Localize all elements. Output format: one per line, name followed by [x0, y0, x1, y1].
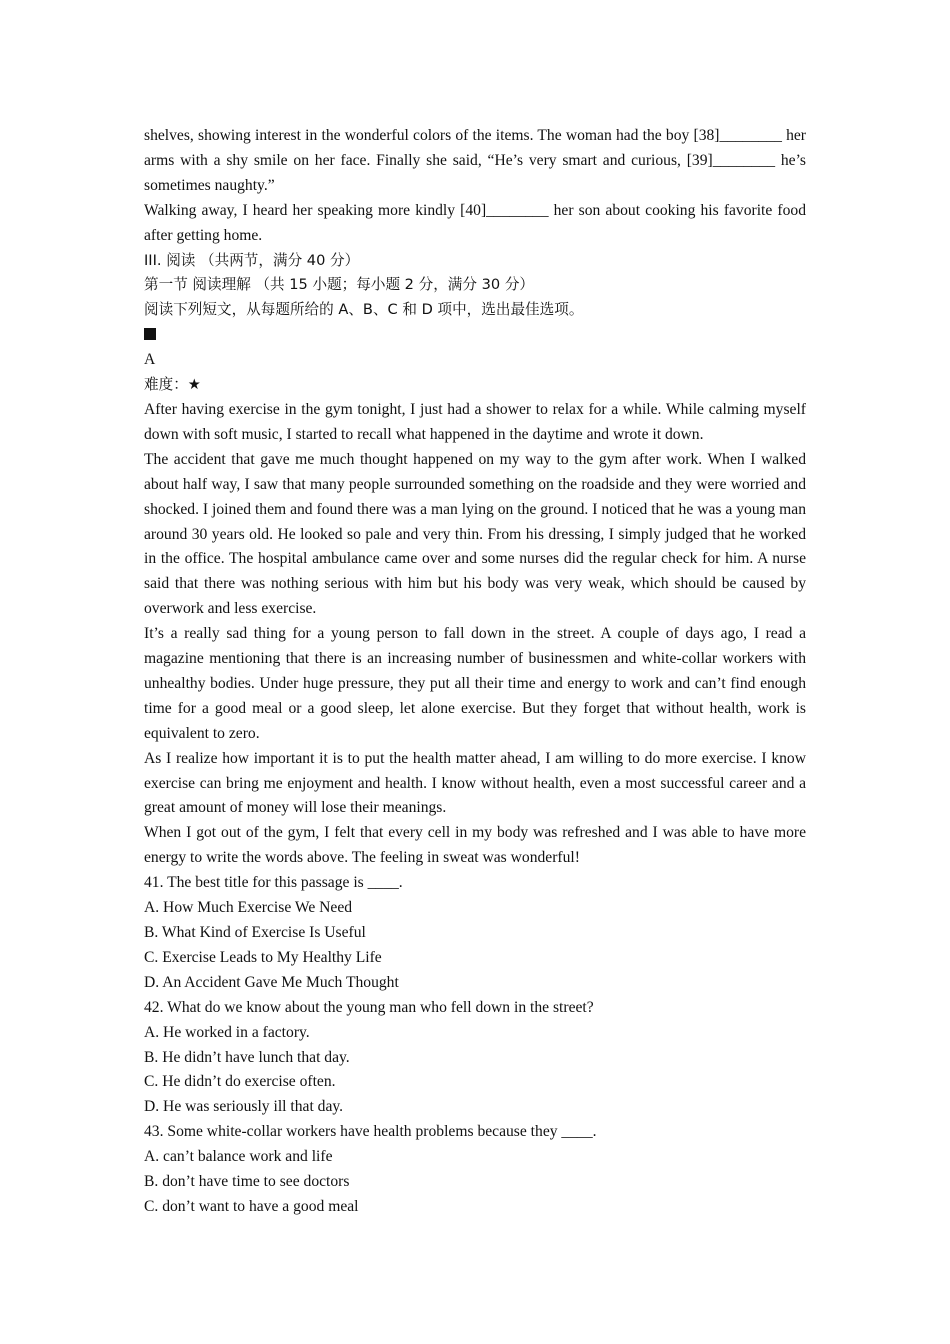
question-option: D. An Accident Gave Me Much Thought [144, 973, 399, 991]
question-option: D. He was seriously ill that day. [144, 1098, 344, 1116]
question-option: B. don’t have time to see doctors [144, 1173, 350, 1191]
cloze-paragraph: shelves, showing interest in the wonderful colors of the items. The woman had the boy [38]________ her arms with a shy smile on her face. Finally she said, “He’s very smart and curious, [39]________ he’s sometimes naughty.” [144, 127, 806, 194]
document-page [144, 124, 806, 1220]
section-heading: III. 阅读 （共两节，满分 40 分） [144, 251, 360, 269]
question-option: C. He didn’t do exercise often. [144, 1073, 336, 1091]
question-option: A. How Much Exercise We Need [144, 899, 353, 917]
passage-paragraph: The accident that gave me much thought happened on my way to the gym after work. When I walked about half way, I saw that many people surrounded something on the roadside and they were worried and shocked. I joined them and found there was a man lying on the ground. I noticed that he was a young man around 30 years old. He looked so pale and very thin. From his dressing, I simply judged that he worked in the office. The hospital ambulance came over and some nurses did the regular check for him. A nurse said that there was nothing serious with him but his body was very weak, which should be caused by overwork and less exercise. [144, 450, 806, 618]
passage-label: A [144, 351, 156, 369]
question-option: A. He worked in a factory. [144, 1023, 310, 1041]
question-option: C. Exercise Leads to My Healthy Life [144, 948, 382, 966]
question-option: B. What Kind of Exercise Is Useful [144, 924, 366, 941]
question-stem: 41. The best title for this passage is ____. [144, 874, 403, 892]
part-heading: 第一节 阅读理解 （共 15 小题；每小题 2 分，满分 30 分） [144, 276, 535, 294]
passage-paragraph: After having exercise in the gym tonight, I just had a shower to relax for a while. While calming myself down with soft music, I started to recall what happened in the daytime and wrote it down. [144, 400, 806, 443]
difficulty-rating: 难度：★ [144, 376, 201, 394]
cloze-paragraph: Walking away, I heard her speaking more kindly [40]________ her son about cooking his favorite food after getting home. [144, 201, 806, 244]
passage-paragraph: When I got out of the gym, I felt that every cell in my body was refreshed and I was able to have more energy to write the words above. The feeling in sweat was wonderful! [144, 824, 806, 867]
instruction-text: 阅读下列短文，从每题所给的 A、B、C 和 D 项中，选出最佳选项。 [144, 301, 584, 319]
passage-paragraph: As I realize how important it is to put the health matter ahead, I am willing to do more exercise. I know exercise can bring me enjoyment and health. I know without health, even a most successful career and a great amount of money will lose their meanings. [144, 749, 806, 817]
square-marker-icon [144, 328, 156, 340]
question-stem: 43. Some white-collar workers have health problems because they ____. [144, 1123, 597, 1141]
question-stem: 42. What do we know about the young man who fell down in the street? [144, 998, 594, 1016]
passage-paragraph: It’s a really sad thing for a young person to fall down in the street. A couple of days ago, I read a magazine mentioning that there is an increasing number of businessmen and white-collar workers with unhealthy bodies. Under huge pressure, they put all their time and energy to work and can’t find enough time for a good meal or a good sleep, let alone exercise. But they forget that without health, work is equivalent to zero. [144, 625, 806, 742]
question-option: C. don’t want to have a good meal [144, 1197, 359, 1215]
question-option: A. can’t balance work and life [144, 1148, 333, 1166]
question-option: B. He didn’t have lunch that day. [144, 1048, 350, 1066]
square-marker [144, 323, 806, 348]
